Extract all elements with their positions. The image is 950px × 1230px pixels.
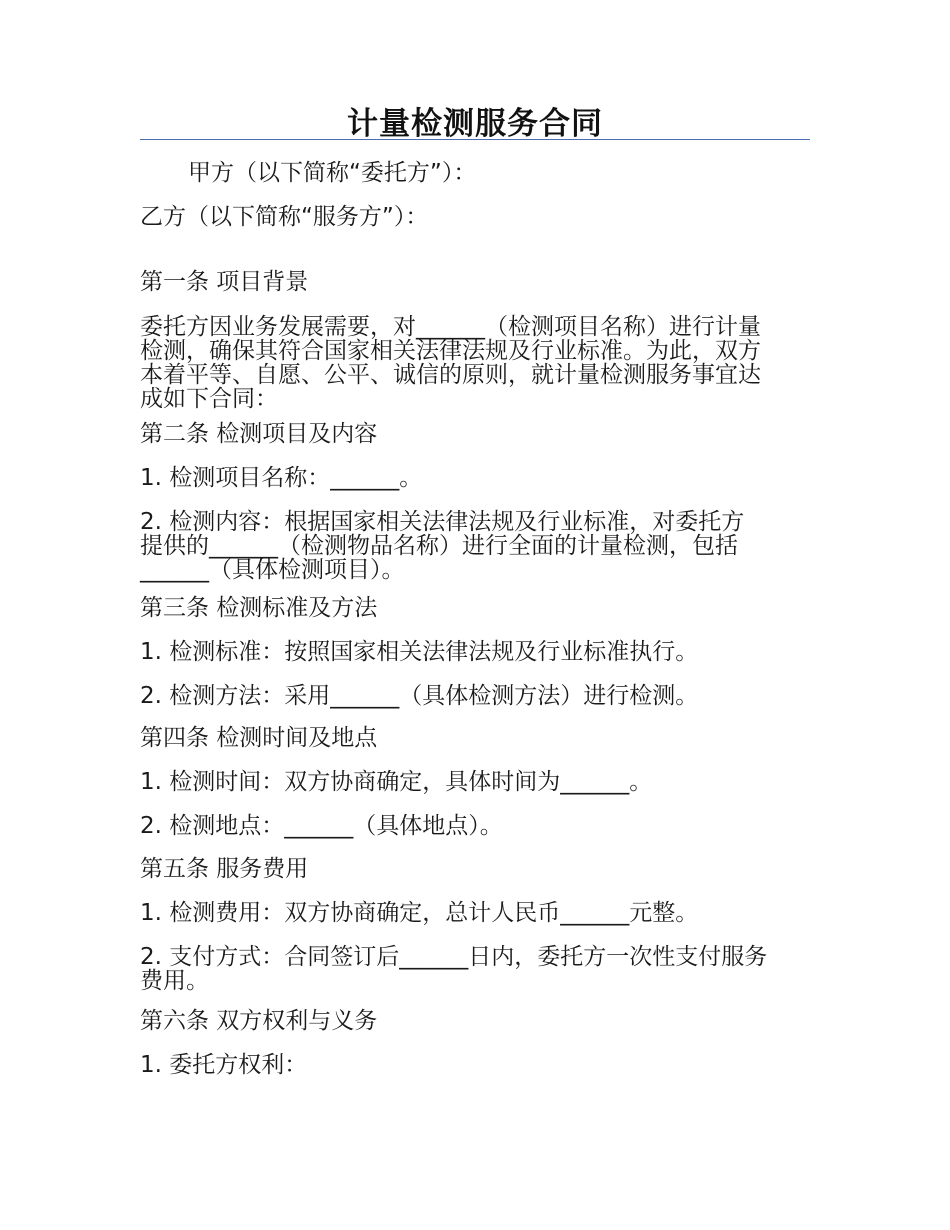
article3-item1: 1. 检测标准：按照国家相关法律法规及行业标准执行。 xyxy=(140,639,699,665)
article3-item2: 2. 检测方法：采用______（具体检测方法）进行检测。 xyxy=(140,683,699,709)
article6-heading: 第六条 双方权利与义务 xyxy=(140,1008,378,1034)
party-b-line: 乙方（以下简称“服务方”）： xyxy=(140,204,429,230)
article1-heading: 第一条 项目背景 xyxy=(140,269,309,295)
article4-item1: 1. 检测时间：双方协商确定，具体时间为______。 xyxy=(140,769,653,795)
article5-item2-line: 2. 支付方式：合同签订后______日内，委托方一次性支付服务 xyxy=(140,944,768,970)
article4-item2: 2. 检测地点：______（具体地点）。 xyxy=(140,813,503,839)
article1-line: 本着平等、自愿、公平、诚信的原则，就计量检测服务事宜达 xyxy=(140,362,761,388)
party-a-line: 甲方（以下简称“委托方”）： xyxy=(188,160,477,186)
article5-heading: 第五条 服务费用 xyxy=(140,856,309,882)
article2-item1: 1. 检测项目名称：______。 xyxy=(140,465,423,491)
article2-heading: 第二条 检测项目及内容 xyxy=(140,421,378,447)
article1-line: 检测，确保其符合国家相关法律法规及行业标准。为此，双方 xyxy=(140,338,761,364)
article3-heading: 第三条 检测标准及方法 xyxy=(140,595,378,621)
article6-item1: 1. 委托方权利： xyxy=(140,1052,308,1078)
page-title: 计量检测服务合同 xyxy=(347,106,603,142)
article5-item2-line: 费用。 xyxy=(140,968,209,994)
article1-body xyxy=(140,315,810,411)
article1-line: 委托方因业务发展需要，对______（检测项目名称）进行计量 xyxy=(140,314,761,340)
article5-item2 xyxy=(140,945,810,993)
article2-item2-line: 2. 检测内容：根据国家相关法律法规及行业标准，对委托方 xyxy=(140,509,745,535)
article2-item2-line: 提供的______（检测物品名称）进行全面的计量检测，包括 xyxy=(140,533,738,559)
article4-heading: 第四条 检测时间及地点 xyxy=(140,725,378,751)
article2-item2 xyxy=(140,510,810,582)
article1-line: 成如下合同： xyxy=(140,386,278,412)
article5-item1: 1. 检测费用：双方协商确定，总计人民币______元整。 xyxy=(140,900,699,926)
title-underline xyxy=(140,139,810,140)
article2-item2-line: ______（具体检测项目）。 xyxy=(140,557,405,583)
